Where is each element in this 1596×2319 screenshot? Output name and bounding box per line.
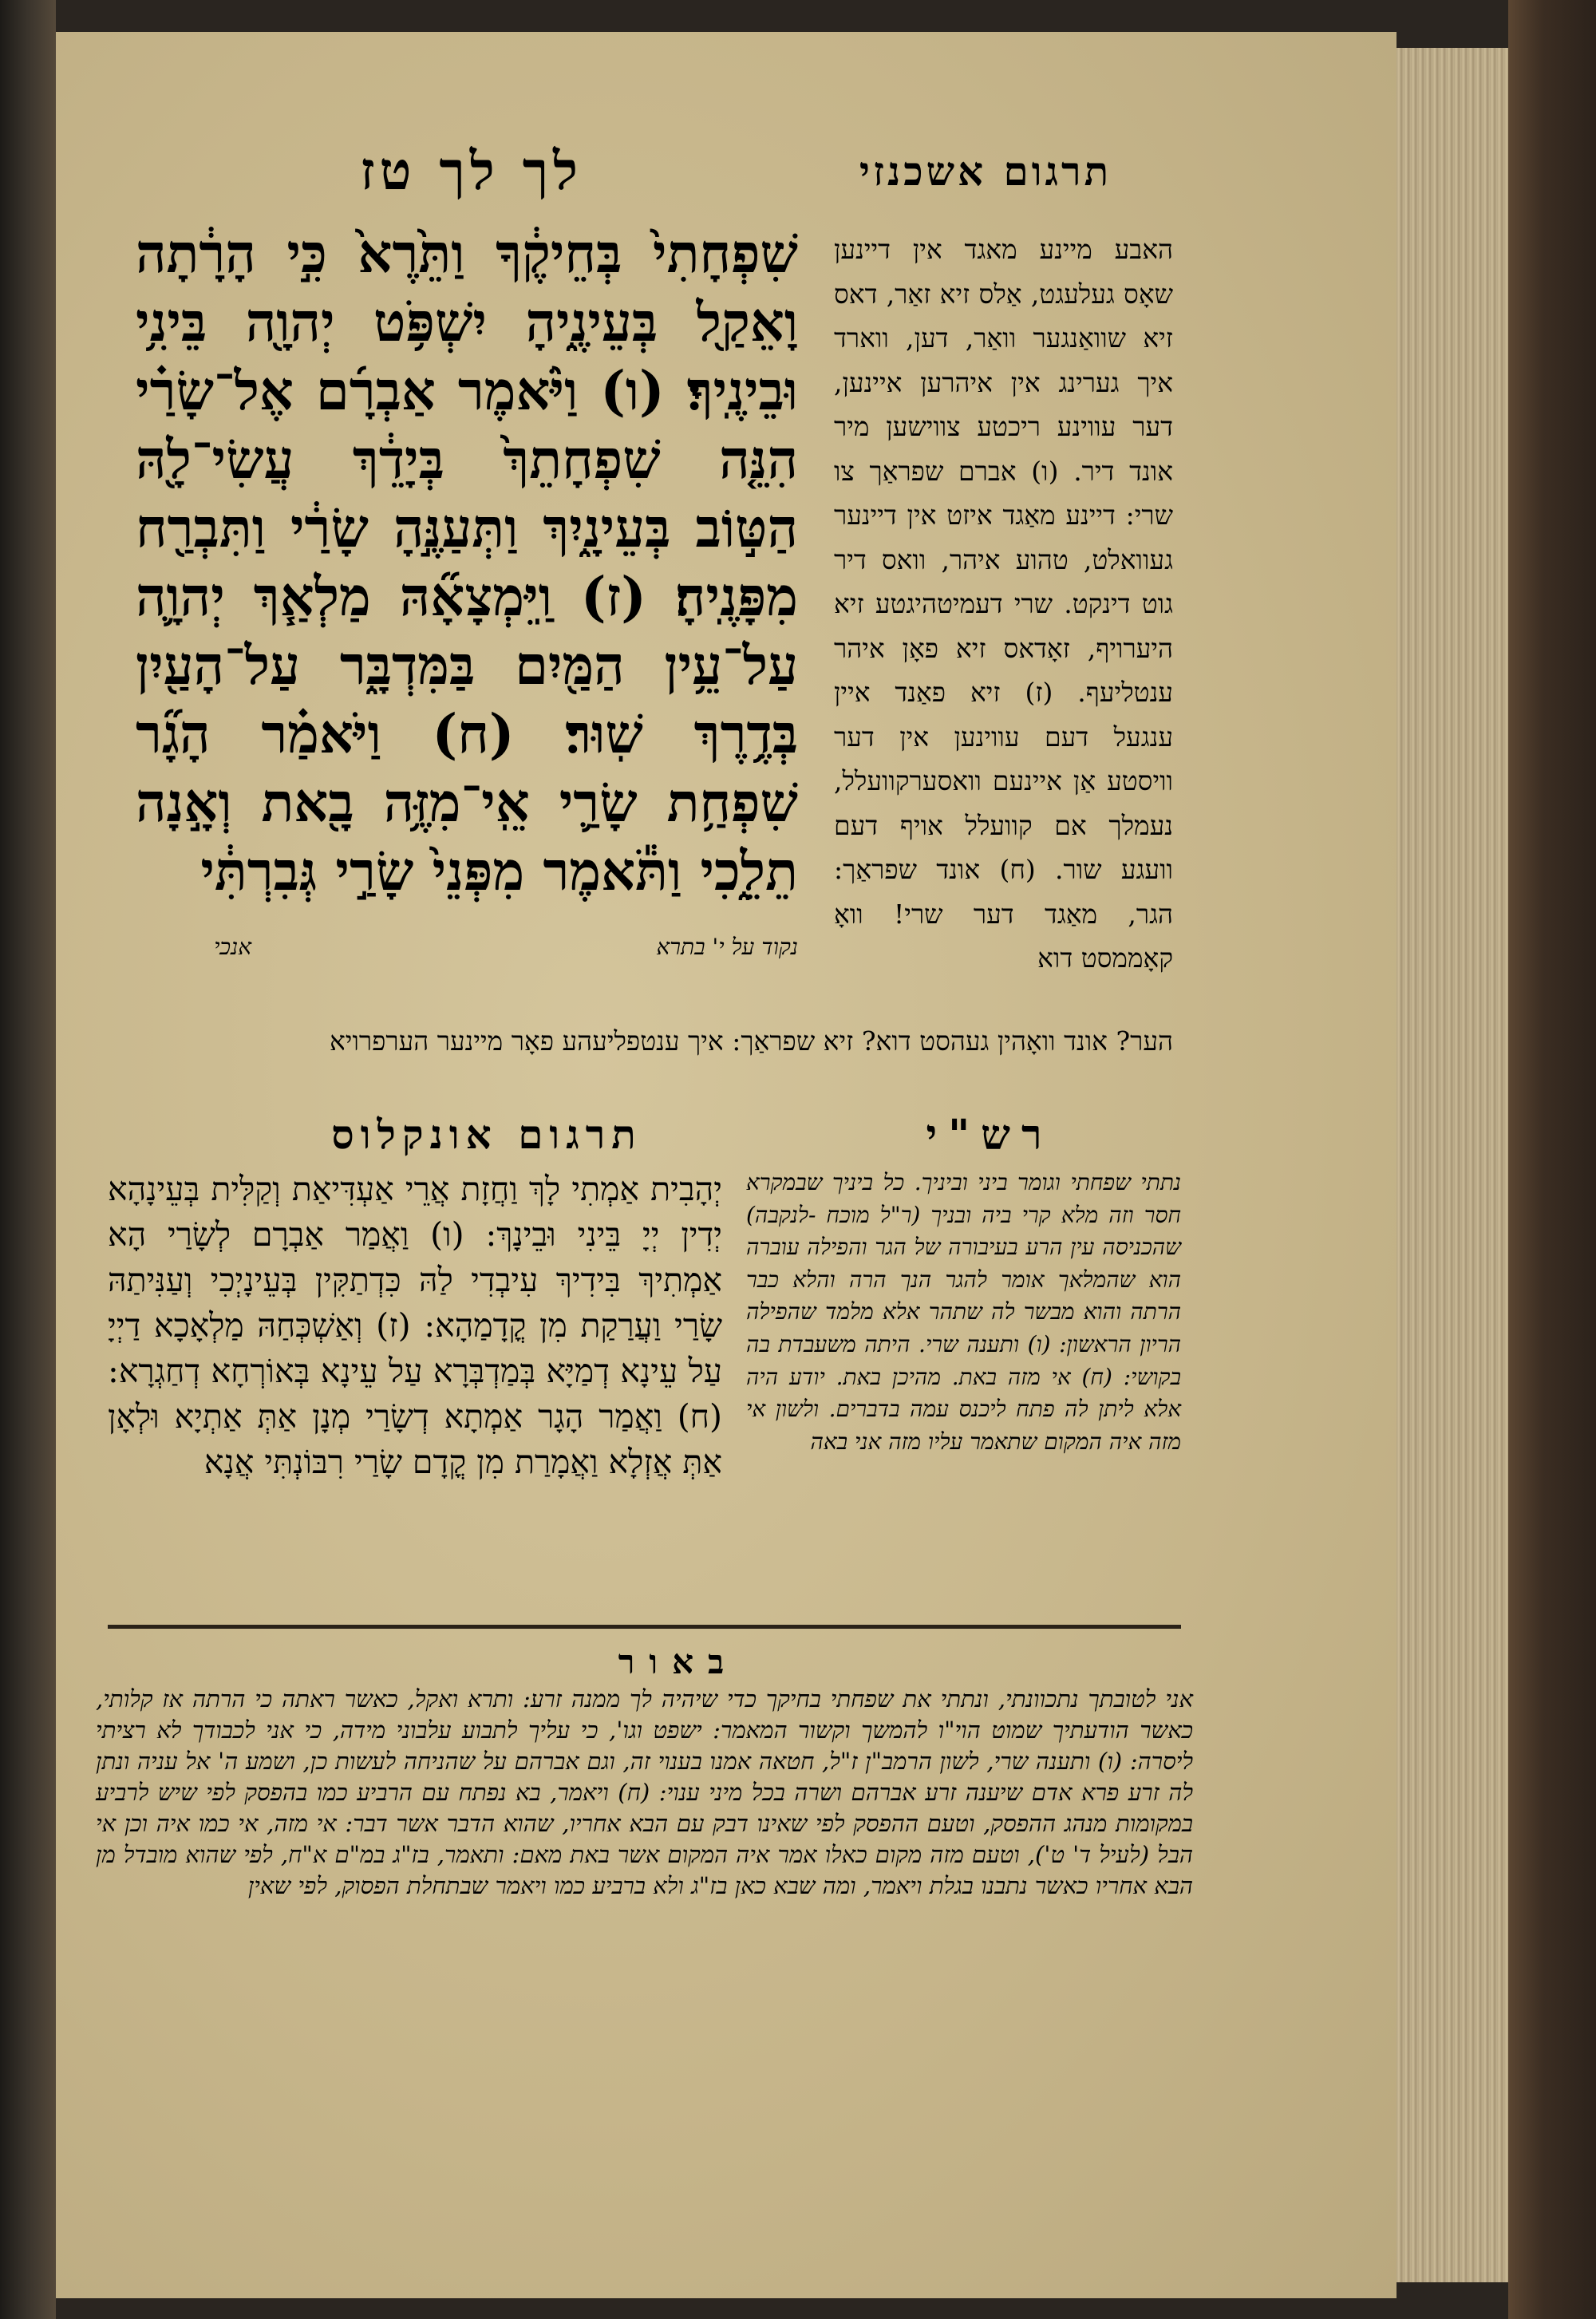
rashi-paragraph: נתתי שפחתי וגומר ביני וביניך. כל ביניך שבמקרא חסר וזה מלא קרי ביה ובניך (ר"ל מוכח -לנקבה) שהכניסה עין הרע בעיבורה של הגר והפילה עוברה הוא שהמלאך אומר להגר הנך הרה והלא כבר הרתה והוא מבשר לה שתהר אלא מלמד שהפילה הריון הראשון: (ו) ותענה שרי. היתה משעבדת בה בקושי: (ח) אי מזה באת. מהיכן באת. יודע היה אלא ליתן לה פתח ליכנס עמה בדברים. ולשון אי מזה איה המקום שתאמר עליו מזה אני באה: [746, 1169, 1181, 1455]
biur-text: [96, 1684, 1193, 1902]
targum-ashkenazi-continuation: הער? אונד וואָהין געהסט דוא? זיא שפראַך: איך ענטפליעהע פאָר מיינער הערפרויא: [329, 1025, 1173, 1057]
page-edges: [1396, 48, 1510, 2282]
masorah-note-right: נקוד על י' בתרא: [656, 934, 798, 960]
onkelos-text: [108, 1167, 722, 1485]
verse-block: שִׁפְחָתִי֙ בְּחֵיקֶ֔ךָ וַתֵּ֙רֶא֙ כִּ֣י הָרָ֔תָה וָאֵקַ֖ל בְּעֵינֶ֑יהָ יִשְׁפֹּ֥ט יְהוָ֖ה בֵּינִ֥י וּבֵינֶֽיךָ׃ (ו) וַיֹּ֨אמֶר אַבְרָ֜ם אֶל־שָׂרַ֗י הִנֵּ֤ה שִׁפְחָתֵךְ֙ בְּיָדֵ֔ךְ עֲשִׂי־לָ֖הּ הַטּ֣וֹב בְּעֵינָ֑יִךְ וַתְּעַנֶּ֣הָ שָׂרַ֔י וַתִּבְרַ֖ח מִפָּנֶֽיהָ׃ (ז) וַֽיִּמְצָאָ֞הּ מַלְאַ֧ךְ יְהוָ֛ה עַל־עֵ֥ין הַמַּ֖יִם בַּמִּדְבָּ֑ר עַל־הָעַ֖יִן בְּדֶ֥רֶךְ שֽׁוּר׃ (ח) וַיֹּאמַ֗ר הָגָ֞ר שִׁפְחַ֥ת שָׂרַ֛י אֵֽי־מִזֶּ֥ה בָ֖את וְאָ֣נָה תֵלֵ֑כִי וַתֹּ֕אמֶר מִפְּנֵי֙ שָׂרַ֣י גְּבִרְתִּ֔י: [136, 222, 798, 903]
rashi-text: [746, 1167, 1181, 1458]
running-head: לך לך טז: [360, 140, 583, 202]
masorah-note-left: אנכי: [214, 934, 251, 960]
section-divider: [108, 1625, 1181, 1629]
onkelos-paragraph: יְהָבִית אַמְתִי לָךְ וַחֲזָת אֲרֵי אַעְדִּיאַת וְקַלִּית בְּעֵינָהָא יְדִין יְיָ בֵּינִי וּבֵינָךְ: (ו) וַאֲמַר אַבְרָם לְשָׂרַי הָא אַמְתִיךְ בִּידִיךְ עִיבְדִי לַהּ כִּדְתַקִּין בְּעֵינָיְכִי וְעַנִּיתַהּ שָׂרַי וַעֲרַקַת מִן קֳדָמַהָא: (ז) וְאַשְׁכְּחַהּ מַלְאָכָא דַיְיָ עַל עֵינָא דְמַיָּא בְּמַדְבְּרָא עַל עֵינָא בְּאוֹרְחָא דְחַגְרָא: (ח) וַאֲמַר הָגָר אַמְתָא דְשָׂרַי מְנָן אַתְּ אַתְיָא וּלְאָן אַתְּ אֲזְלָא וַאֲמָרַת מִן קֳדָם שָׂרַי רִבּוֹנְתִּי אֲנָא: [108, 1170, 722, 1481]
onkelos-heading: תרגום אונקלוס: [331, 1111, 642, 1158]
rashi-heading: רש"י: [926, 1111, 1053, 1160]
biur-heading: באור: [618, 1642, 739, 1681]
targum-ashkenazi-heading: תרגום אשכנזי: [859, 148, 1112, 195]
book-gutter-left: [0, 0, 56, 2319]
targum-ashkenazi-paragraph: האבע מיינע מאגד אין דיינען שאָס געלעגט, אַלס זיא זאַר, דאס זיא שוואַנגער וואַר, דען, ווארד איך גערינג אין איהרען איינען, דער עווינע ריכטע צווישען מיר אונד דיר. (ו) אברם שפראַך צו שרי: דיינע מאַגד איזט אין דיינער געוואלט, טהוע איהר, וואס דיר גוט דינקט. שרי דעמיטהיגטע זיא היערויף, זאָדאס זיא פאָן איהר ענטליעף. (ז) זיא פאַנד איין ענגעל דעם עווינען אין דער וויסטע אַן איינעם וואסערקוועלל, נעמלך אם קוועלל אויף דעם וועגע שור. (ח) אונד שפראַך: הגר, מאַגד דער שרי! וואָ קאָממסט דוא: [834, 234, 1173, 974]
book-cover-edge: [1508, 0, 1596, 2319]
targum-ashkenazi-text: [834, 227, 1173, 981]
hebrew-verse-text: [136, 219, 798, 906]
biur-paragraph: אני לטובתך נתכוונתי, ונתתי את שפחתי בחיקך כדי שיהיה לך ממנה זרע: ותרא ואקל, כאשר ראתה כי הרתה אז קלותי, כאשר הודעתיך שמוט הוי"ו להמשך וקשור המאמר: ישפט וגו', כי עליך לתבוע עלבוני מידה, כי אני לכבודך לא רציתי ליסרה: (ו) ותענה שרי, לשון הרמב"ן ז"ל, חטאה אמנו בענוי זה, וגם אברהם על שהניחה לעשות כן, ושמע ה' אל עניה ונתן לה זרע פרא אדם שיענה זרע אברהם ושרה בכל מיני ענוי: (ח) ויאמר, בא נפתח עם הרביע כמו בהפסק לפי שיש לרביע במקומות מנהג ההפסק, וטעם ההפסק לפי שאינו דבק עם הבא אחריו, שהוא הדבר אשר דבר: אי מזה, אי כמו איה וכן אי הבל (לעיל ד' ט'), וטעם מזה מקום כאלו אמר איה המקום אשר באת מאם: ותאמר, בז"ג במ"ם א"ח, לפי שהוא מובדל מן הבא אחריו כאשר נתבנו בגלת ויאמר, ומה שבא כאן בז"ג ולא ברביע כמו ויאמר שבתחלת הפסוק, לפי שאין: [96, 1685, 1193, 1899]
